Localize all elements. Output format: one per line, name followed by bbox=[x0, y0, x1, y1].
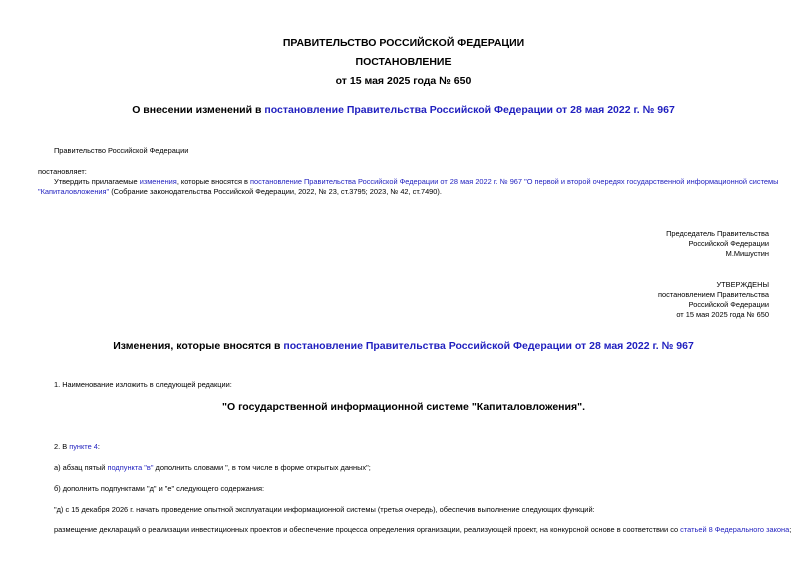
subitem-b: б) дополнить подпунктами "д" и "е" следующего содержания: bbox=[54, 484, 265, 493]
preamble-government: Правительство Российской Федерации bbox=[54, 146, 189, 155]
subitem-a-link[interactable]: подпункта "в" bbox=[107, 463, 154, 472]
doc-type-heading: ПОСТАНОВЛЕНИЕ bbox=[355, 56, 452, 68]
approve-text-2: , которые вносятся в bbox=[176, 177, 251, 186]
approve-paragraph-line2 bbox=[38, 187, 442, 198]
preamble-resolves: постановляет: bbox=[38, 167, 87, 176]
function-paragraph bbox=[54, 525, 791, 536]
subitem-a-suffix: дополнить словами ", в том числе в форме открытых данных"; bbox=[153, 463, 371, 472]
approve-paragraph-line1 bbox=[54, 177, 778, 188]
signature-position: Председатель Правительства bbox=[666, 229, 769, 238]
approved-org: Российской Федерации bbox=[688, 300, 769, 309]
subitem-a-prefix: а) абзац пятый bbox=[54, 463, 108, 472]
changes-title-prefix: Изменения, которые вносятся в bbox=[113, 340, 284, 352]
changes-title-link[interactable]: постановление Правительства Российской Федерации от 28 мая 2022 г. № 967 bbox=[283, 340, 694, 352]
function-paragraph-suffix: ; bbox=[789, 525, 792, 534]
subitem-a bbox=[54, 463, 371, 474]
document-title bbox=[0, 104, 807, 116]
kapitalovlozheniya-link[interactable]: "Капиталовложения" bbox=[38, 187, 110, 196]
document-title-link[interactable]: постановление Правительства Российской Федерации от 28 мая 2022 г. № 967 bbox=[264, 104, 675, 116]
approved-date: от 15 мая 2025 года № 650 bbox=[676, 310, 769, 319]
changes-title bbox=[0, 340, 807, 352]
approved-by: постановлением Правительства bbox=[658, 290, 769, 299]
function-paragraph-prefix: размещение деклараций о реализации инвестиционных проектов и обеспечение процесса определения организации, реализующей проект, на конкурсной основе в соответствии со bbox=[54, 525, 681, 534]
item-2 bbox=[54, 442, 100, 453]
approve-text-3: (Собрание законодательства Российской Федерации, 2022, № 23, ст.3795; 2023, № 42, ст.7490). bbox=[109, 187, 442, 196]
article-8-link[interactable]: статьей 8 Федерального закона bbox=[680, 525, 790, 534]
item-1: 1. Наименование изложить в следующей редакции: bbox=[54, 380, 232, 389]
signature-name: М.Мишустин bbox=[725, 249, 769, 258]
signature-org: Российской Федерации bbox=[688, 239, 769, 248]
approved-stamp: УТВЕРЖДЕНЫ bbox=[716, 280, 769, 289]
item-2-link[interactable]: пункте 4 bbox=[69, 442, 98, 451]
subitem-d: "д) с 15 декабря 2026 г. начать проведение опытной эксплуатации информационной системы (третья очередь), обеспечив выполнение следующих функций: bbox=[54, 505, 595, 514]
new-system-name: "О государственной информационной системе "Капиталовложения". bbox=[222, 401, 585, 413]
doc-date: от 15 мая 2025 года № 650 bbox=[335, 75, 472, 87]
item-2-suffix: : bbox=[97, 442, 100, 451]
approve-text-1: Утвердить прилагаемые bbox=[54, 177, 140, 186]
document-title-prefix: О внесении изменений в bbox=[132, 104, 265, 116]
item-2-prefix: 2. В bbox=[54, 442, 70, 451]
resolution-967-link[interactable]: постановление Правительства Российской Федерации от 28 мая 2022 г. № 967 "О первой и второй очередях государственной информационной системы bbox=[250, 177, 779, 186]
government-heading: ПРАВИТЕЛЬСТВО РОССИЙСКОЙ ФЕДЕРАЦИИ bbox=[282, 37, 525, 49]
changes-link[interactable]: изменения bbox=[139, 177, 177, 186]
